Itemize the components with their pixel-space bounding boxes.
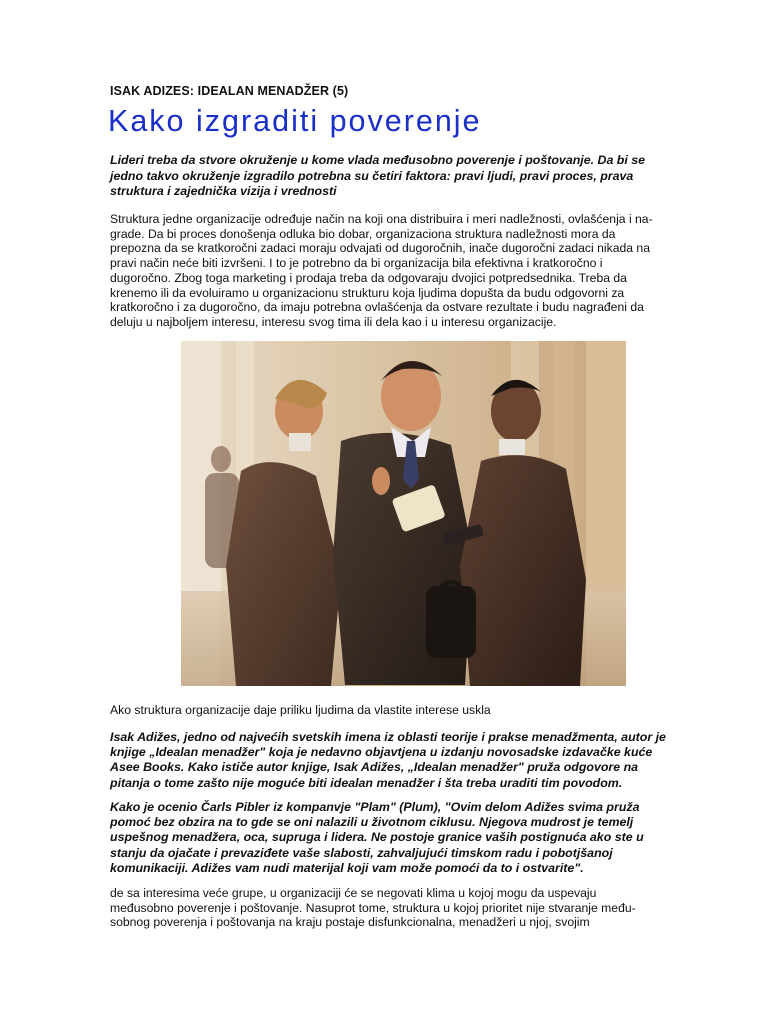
series-header: ISAK ADIZES: IDEALAN MENADŽER (5): [110, 84, 349, 98]
intro-line: Isak Adižes, jedno od najvećih svetskih imena iz oblasti teorije i prakse menadžmenta, autor je: [110, 730, 666, 744]
intro-paragraph: [110, 730, 695, 791]
quote-line: uspešnog menadžera, oca, supruga i lidera. Ne postoje granice vaših postignuća ako ste u: [110, 830, 644, 845]
body-line: međusobno poverenje i poštovanje. Nasuprot tome, struktura u kojoj prioritet nije stvaranje među-: [110, 900, 636, 915]
body-line: deluju u najboljem interesu, interesu svog tima ili dela kao i u interesu organizacije.: [110, 314, 557, 329]
quote-line: komunikaciji. Adižes vam nudi materijal koji vam može pomoći da to i ostvarite".: [110, 860, 584, 875]
body-line: de sa interesima veće grupe, u organizaciji će se negovati klima u kojoj mogu da uspevaju: [110, 886, 597, 900]
article-photo: [181, 341, 626, 686]
body-line: pravi način neće biti izvršeni. I to je potrebno da bi organizacija bila efektivna i kratkoročno i: [110, 256, 603, 271]
quote-line: stanju da ojačate i prevaziđete vaše slabosti, zahvaljujući timskom radu i pobotjšanoj: [110, 845, 613, 860]
body-line: grade. Da bi proces donošenja odluka bio dobar, organizaciona struktura nadležnosti mora da: [110, 226, 616, 241]
body-line: Struktura jedne organizacije određuje način na koji ona distribuira i meri nadležnosti, ovlašćenja i na-: [110, 212, 653, 226]
body-line: prepozna da se kratkoročni zadaci moraju odvajati od dugoročnih, inače dugoročni zadaci nikada na: [110, 241, 650, 256]
body-line: dugoročno. Zbog toga marketing i prodaja treba da odgovaraju dvojici potpredsednika. Treba da: [110, 270, 627, 285]
body-line: sobnog poverenja i poštovanja na kraju postaje disfunkcionalna, menadžeri u njoj, svojim: [110, 915, 590, 930]
lead-paragraph: [110, 153, 680, 200]
quote-line: pomoć bez obzira na to gde se oni nalazili u životnom ciklusu. Njegova mudrost je temelj: [110, 815, 634, 830]
quote-paragraph: [110, 800, 690, 876]
body-paragraph-1: [110, 212, 690, 330]
intro-line: Asee Books. Kako ističe autor knjige, Isak Adižes, „Idealan menadžer" pruža odgovore na: [110, 760, 639, 775]
lead-line: Lideri treba da stvore okruženje u kome vlada međusobno poverenje i poštovanje. Da bi se: [110, 153, 646, 167]
body-line: kratkoročno i za dugoročno, da imaju potrebna ovlašćenja da ostvare rezultate i budu nagrađeni da: [110, 300, 644, 315]
body-line: krenemo ili da evoluiramo u organizacionu strukturu koja ljudima dopušta da budu odgovorni za: [110, 285, 625, 300]
lead-line: struktura i zajednička vizija i vrednosti: [110, 184, 337, 198]
body-paragraph-2: [110, 886, 690, 930]
image-caption: Ako struktura organizacije daje priliku ljudima da vlastite interese uskla: [110, 703, 491, 717]
intro-line: knjige „Idealan menadžer" koja je nedavno objavtjena u izdanju novosadske izdavačke kuće: [110, 745, 653, 760]
article-title: Kako izgraditi poverenje: [108, 104, 482, 138]
quote-line: Kako je ocenio Čarls Pibler iz kompanvje "Plam" (Plum), "Ovim delom Adižes svima pruža: [110, 800, 640, 814]
lead-line: jedno takvo okruženje izgradilo potrebna su četiri faktora: pravi ljudi, pravi proces, prava: [110, 168, 634, 183]
intro-line: pitanja o tome zašto nije moguće biti idealan menadžer i šta treba uraditi tim povodom.: [110, 775, 623, 790]
